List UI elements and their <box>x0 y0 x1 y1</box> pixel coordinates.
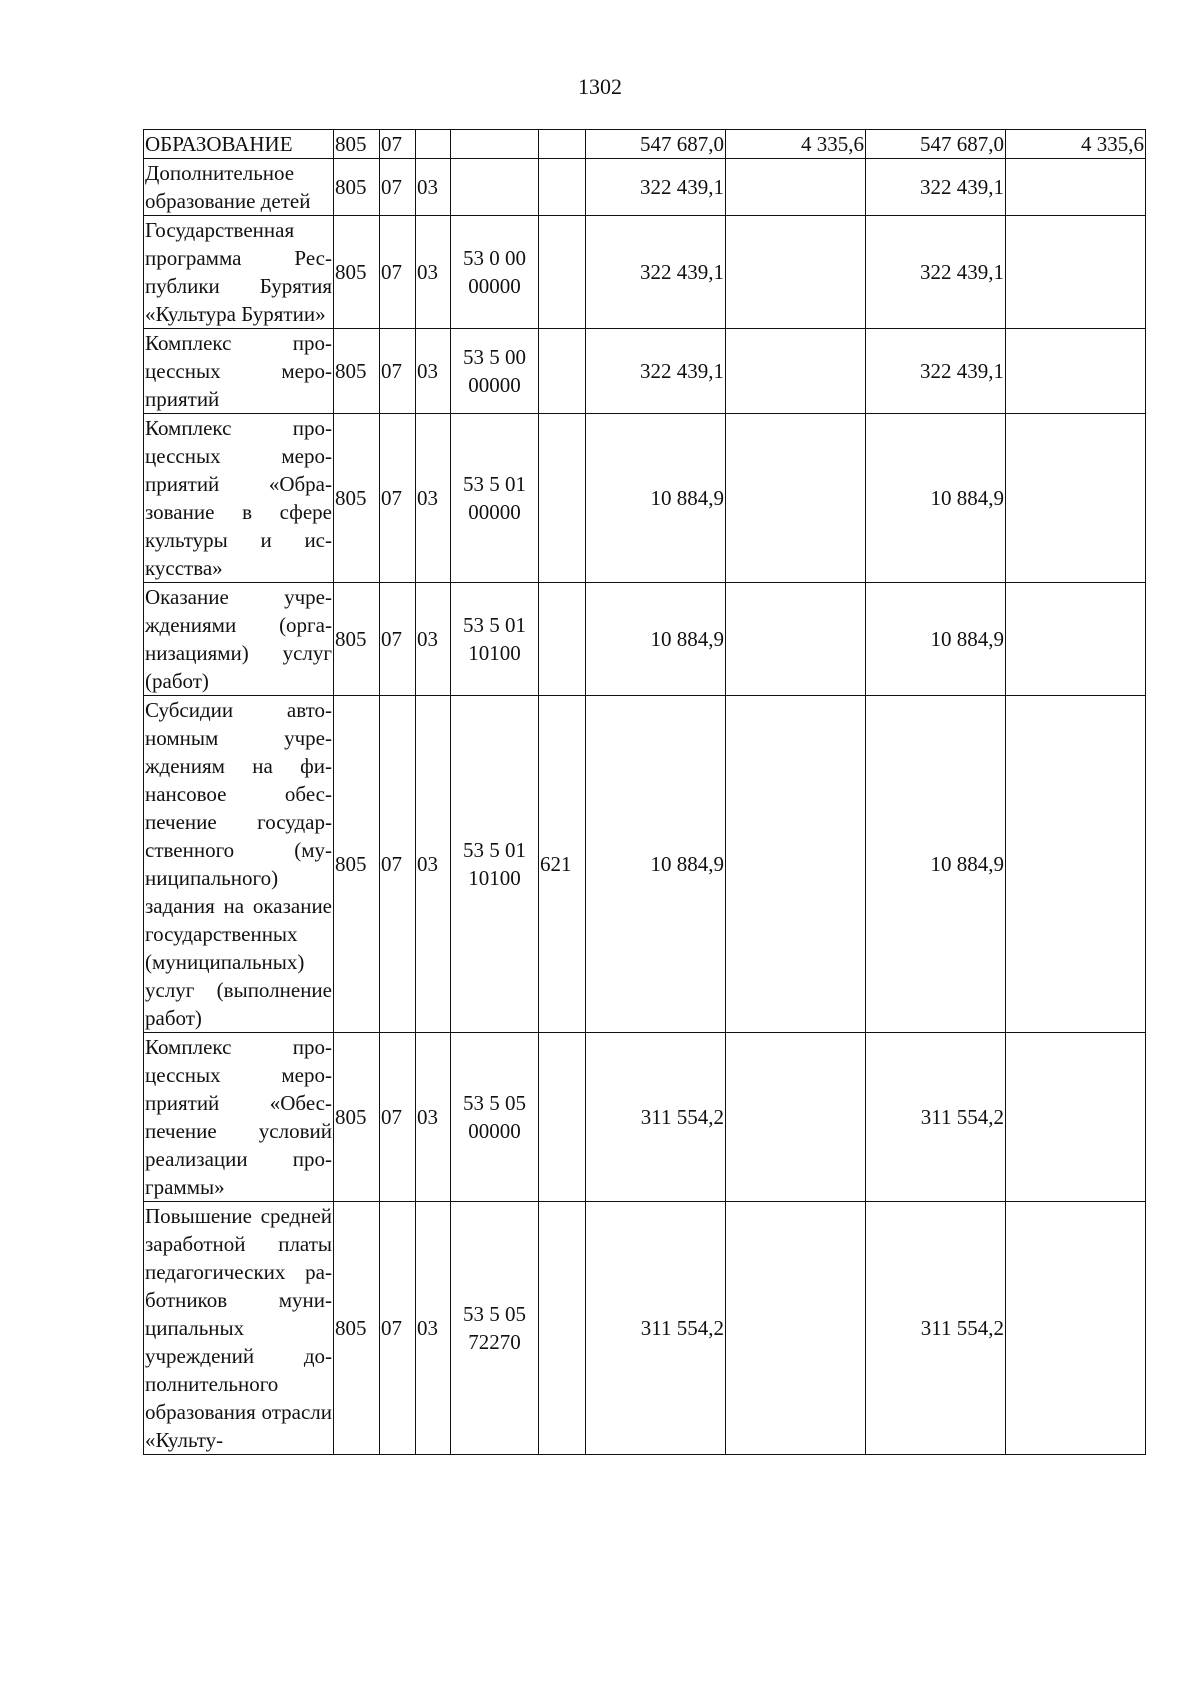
row-amount-1-subvention <box>726 696 866 1033</box>
row-expense-type <box>539 130 586 159</box>
row-target-article: 53 5 01 10100 <box>451 696 539 1033</box>
table-row <box>144 696 1146 1033</box>
row-expense-type <box>539 414 586 583</box>
row-name: ОБРАЗОВАНИЕ <box>144 130 334 159</box>
row-amount-2: 322 439,1 <box>866 159 1006 216</box>
row-section-code: 07 <box>380 159 416 216</box>
row-amount-1-subvention <box>726 329 866 414</box>
row-subsection-code: 03 <box>416 414 451 583</box>
row-amount-2: 10 884,9 <box>866 583 1006 696</box>
row-amount-2-subvention <box>1006 696 1146 1033</box>
row-name: Оказание учреждениями (организациями) услуг (работ) <box>144 583 334 696</box>
row-amount-2: 547 687,0 <box>866 130 1006 159</box>
row-name: Комплекс процессных мероприятий <box>144 329 334 414</box>
row-ved-code: 805 <box>334 414 380 583</box>
row-target-article: 53 5 01 00000 <box>451 414 539 583</box>
row-ved-code: 805 <box>334 159 380 216</box>
row-name: Субсидии автономным учреждениям на финансовое обеспечение государственного (муниципального) задания на оказание государственных (муниципальных) услуг (выполнение работ) <box>144 696 334 1033</box>
row-amount-2-subvention: 4 335,6 <box>1006 130 1146 159</box>
row-ved-code: 805 <box>334 329 380 414</box>
table-row <box>144 130 1146 159</box>
row-amount-1-subvention <box>726 1202 866 1455</box>
row-target-article <box>451 130 539 159</box>
table-row <box>144 1033 1146 1202</box>
row-subsection-code: 03 <box>416 159 451 216</box>
row-ved-code: 805 <box>334 696 380 1033</box>
row-subsection-code: 03 <box>416 1033 451 1202</box>
row-amount-2: 10 884,9 <box>866 696 1006 1033</box>
table-row <box>144 216 1146 329</box>
row-amount-1: 10 884,9 <box>586 414 726 583</box>
row-target-article <box>451 159 539 216</box>
page-number: 1302 <box>578 74 622 99</box>
row-amount-1-subvention <box>726 159 866 216</box>
row-ved-code: 805 <box>334 1033 380 1202</box>
row-name: Повышение средней заработной платы педагогических работников муниципальных учреждений дополнительного образования отрасли «Культу- <box>144 1202 334 1455</box>
row-amount-1-subvention <box>726 414 866 583</box>
row-amount-2: 311 554,2 <box>866 1202 1006 1455</box>
row-expense-type <box>539 1202 586 1455</box>
table-row <box>144 159 1146 216</box>
row-amount-1: 311 554,2 <box>586 1202 726 1455</box>
row-amount-1-subvention: 4 335,6 <box>726 130 866 159</box>
row-amount-2: 311 554,2 <box>866 1033 1006 1202</box>
row-section-code: 07 <box>380 1202 416 1455</box>
row-subsection-code: 03 <box>416 696 451 1033</box>
row-section-code: 07 <box>380 696 416 1033</box>
budget-table-body <box>144 130 1146 1455</box>
row-section-code: 07 <box>380 1033 416 1202</box>
row-amount-2: 322 439,1 <box>866 329 1006 414</box>
row-ved-code: 805 <box>334 216 380 329</box>
row-ved-code: 805 <box>334 130 380 159</box>
row-amount-1-subvention <box>726 216 866 329</box>
row-amount-1-subvention <box>726 583 866 696</box>
row-subsection-code: 03 <box>416 329 451 414</box>
row-subsection-code: 03 <box>416 583 451 696</box>
row-amount-1: 322 439,1 <box>586 159 726 216</box>
row-section-code: 07 <box>380 130 416 159</box>
row-target-article: 53 5 01 10100 <box>451 583 539 696</box>
row-name: Государственная программа Республики Бурятия «Культура Бурятии» <box>144 216 334 329</box>
table-row <box>144 1202 1146 1455</box>
row-amount-1: 10 884,9 <box>586 583 726 696</box>
row-expense-type: 621 <box>539 696 586 1033</box>
row-amount-2-subvention <box>1006 159 1146 216</box>
row-amount-2-subvention <box>1006 414 1146 583</box>
row-subsection-code: 03 <box>416 1202 451 1455</box>
row-amount-1: 322 439,1 <box>586 216 726 329</box>
row-amount-1: 547 687,0 <box>586 130 726 159</box>
row-subsection-code: 03 <box>416 216 451 329</box>
row-amount-2: 10 884,9 <box>866 414 1006 583</box>
table-row <box>144 583 1146 696</box>
budget-table <box>143 129 1146 1455</box>
row-ved-code: 805 <box>334 583 380 696</box>
row-name: Дополнительное образование детей <box>144 159 334 216</box>
row-expense-type <box>539 159 586 216</box>
row-target-article: 53 0 00 00000 <box>451 216 539 329</box>
row-amount-2-subvention <box>1006 329 1146 414</box>
table-row <box>144 414 1146 583</box>
row-section-code: 07 <box>380 414 416 583</box>
row-section-code: 07 <box>380 329 416 414</box>
row-amount-2-subvention <box>1006 1033 1146 1202</box>
row-section-code: 07 <box>380 583 416 696</box>
row-expense-type <box>539 1033 586 1202</box>
row-target-article: 53 5 05 72270 <box>451 1202 539 1455</box>
row-name: Комплекс процессных мероприятий «Обеспечение условий реализации программы» <box>144 1033 334 1202</box>
row-amount-1: 10 884,9 <box>586 696 726 1033</box>
row-amount-1-subvention <box>726 1033 866 1202</box>
row-expense-type <box>539 329 586 414</box>
row-amount-2-subvention <box>1006 216 1146 329</box>
table-row <box>144 329 1146 414</box>
row-section-code: 07 <box>380 216 416 329</box>
row-expense-type <box>539 583 586 696</box>
row-target-article: 53 5 05 00000 <box>451 1033 539 1202</box>
row-target-article: 53 5 00 00000 <box>451 329 539 414</box>
row-amount-2-subvention <box>1006 583 1146 696</box>
row-amount-1: 322 439,1 <box>586 329 726 414</box>
row-amount-2: 322 439,1 <box>866 216 1006 329</box>
row-name: Комплекс процессных мероприятий «Образование в сфере культуры и искусства» <box>144 414 334 583</box>
row-ved-code: 805 <box>334 1202 380 1455</box>
row-expense-type <box>539 216 586 329</box>
row-amount-1: 311 554,2 <box>586 1033 726 1202</box>
row-subsection-code <box>416 130 451 159</box>
row-amount-2-subvention <box>1006 1202 1146 1455</box>
